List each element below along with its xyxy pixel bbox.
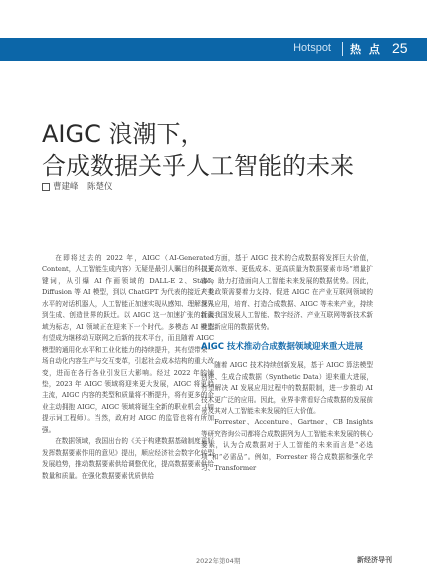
section-label-en: Hotspot: [293, 42, 331, 54]
header-divider: [342, 42, 343, 56]
page-header: [0, 38, 427, 61]
page-number: 25: [392, 40, 408, 56]
section-subheading: AIGC 技术推动合成数据领域迎来重大进展: [201, 342, 363, 353]
magazine-brand: 新经济导刊: [357, 556, 392, 564]
byline: [42, 180, 113, 192]
paragraph: 在即将过去的 2022 年，AIGC（AI-Generated Content，人工智能生成内容）无疑是最引人瞩目的科技关键词，从引爆 AI 作画领域的 DALL-E 2、Stable Diffusion 等 AI 模型，到以 ChatGPT 为代表的接近人类水平的对话机器人，人工智能正加速实现从感知、理解世界到生成、创造世界的跃迁。以 AIGC 这一加速扩张的新疆域为标志，AI 领域正在迎来下一个时代。多模态 AI 模型有望成为继移动互联网之后新的技术平台，而且随着 AIGC 模型的通用化水平和工业化能力的持续提升，其有望带来一场自动化内容生产与交互变革，引起社会成本结构的重大改变，进而在各行各业引发巨大影响。经过 2022 年的铺垫，2023 年 AIGC 领域将迎来更大发展，AIGC 将更趋主流，AIGC 内容的类型和质量将不断提升，将有更多的企业主动拥抱 AIGC，AIGC 领域将诞生全新的职业机会（如提示词工程师）。当然，政府对 AIGC 的监管也将有所加强。: [42, 254, 214, 434]
section-label-cn: 热 点: [350, 43, 382, 56]
left-column: [42, 253, 214, 482]
paragraph: 在数据领域，我国出台的《关于构建数据基础制度更好发挥数据要素作用的意见》提出，顺应经济社会数字化转型发展趋势，推动数据要素供给调整优化，提高数据要素供给数量和质量。在强化数据要素优质供给: [42, 437, 214, 480]
author-box-icon: [42, 183, 50, 191]
article-title: [42, 118, 354, 182]
paragraph: 方面，基于 AIGC 技术的合成数据将发挥巨大价值，以更高效率、更低成本、更高质量为数据要素市场“增量扩容”，助力打造面向人工智能未来发展的数据优势。因此，产业政策需要着力支持、促进 AIGC 在产业互联网领域的深入应用，培育、打造合成数据、AIGC 等未来产业，持续壮大我国发展人工智能、数字经济、产业互联网等新技术新业态新应用的数据优势。: [201, 254, 373, 331]
paragraph: 随着 AIGC 技术持续创新发展，基于 AIGC 算法模型创建、生成合成数据（Synthetic Data）迎来重大进展，有望解决 AI 发展应用过程中的数据限制，进一步推动 AI 技术更广泛的应用。因此，业界非常看好合成数据的发展前景及其对人工智能未来发展的巨大价值。: [201, 361, 373, 415]
title-line-2: 合成数据关乎人工智能的未来: [42, 152, 354, 180]
right-column: [201, 253, 373, 475]
issue-label: 2022年第04期: [196, 557, 241, 565]
paragraph: Forrester、Accenture、Gartner、CB Insights 等研究咨询公司都将合成数据列为人工智能未来发展的核心要素，认为合成数据对于人工智能的未来而言是“必选项”和“必需品”。例如，Forrester 将合成数据和强化学习、Transformer: [201, 418, 373, 473]
title-line-1: AIGC 浪潮下，: [42, 120, 205, 148]
authors: 曹建峰 陈楚仪: [53, 182, 113, 192]
